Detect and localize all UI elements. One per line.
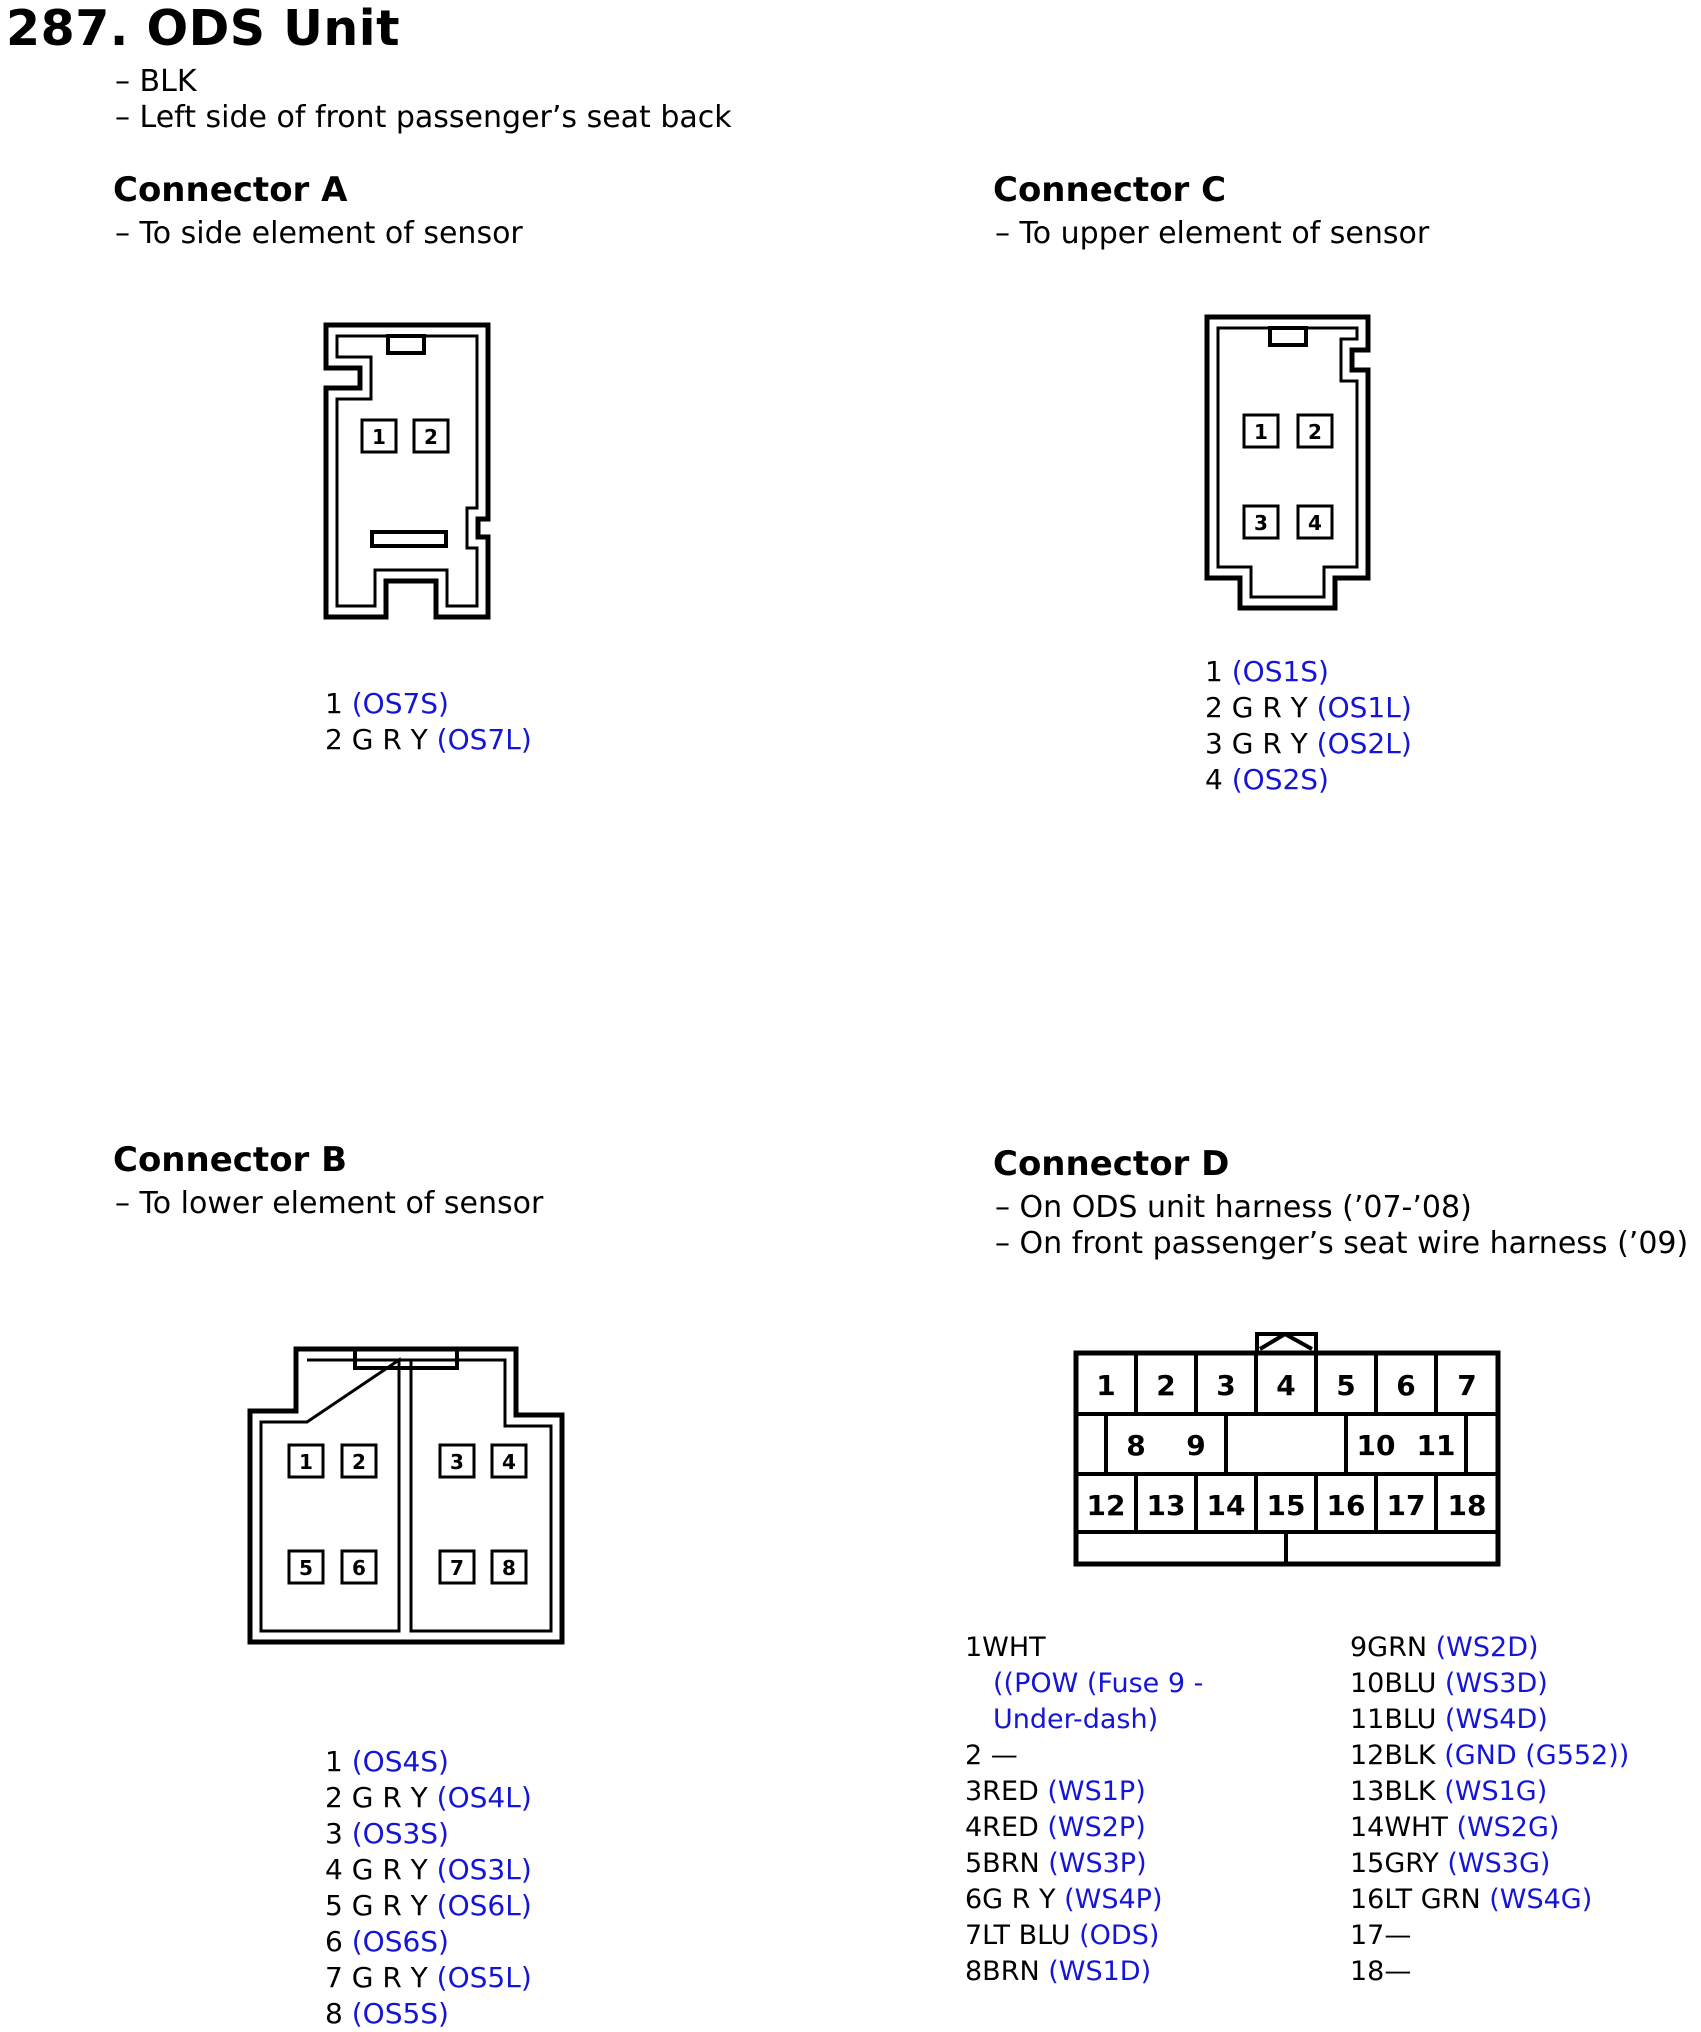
connector-b-pin-row [325, 1816, 532, 1852]
connector-c-pin-3-label: 3 [1254, 511, 1268, 535]
connector-d-pin-row [1350, 1702, 1629, 1738]
connector-d-pin-row [1350, 1738, 1629, 1774]
connector-b-housing [250, 1349, 562, 1642]
pin-signal: (OS5L) [427, 1961, 532, 1994]
pin-wire: 18— [1350, 1956, 1412, 1987]
connector-d-pin-row [965, 1954, 1203, 1990]
pin-signal: (OS7L) [427, 723, 532, 756]
connector-d-pin-row [1350, 1846, 1629, 1882]
pin-wire: 10BLU [1350, 1668, 1437, 1699]
info-color: – BLK [115, 64, 197, 99]
connector-d-pin-row [1350, 1882, 1629, 1918]
connector-c-pin-list [1205, 654, 1412, 798]
connector-d-pin-6-label: 6 [1396, 1369, 1416, 1402]
connector-b-pin-row [325, 1960, 532, 1996]
connector-d-pin-15-label: 15 [1266, 1489, 1306, 1522]
connector-d-pin-13-label: 13 [1146, 1489, 1186, 1522]
pin-wire: 3RED [965, 1776, 1039, 1807]
connector-d-pin-row [965, 1630, 1203, 1666]
connector-b-pin-row [325, 1852, 532, 1888]
connector-d-pin-14-label: 14 [1206, 1489, 1246, 1522]
connector-a-pin-list [325, 686, 532, 758]
pin-wire: 17— [1350, 1920, 1412, 1951]
connector-d-pin-7-label: 7 [1457, 1369, 1477, 1402]
connector-b-pin-row [325, 1780, 532, 1816]
pin-signal: (WS1P) [1038, 1776, 1146, 1807]
connector-d-pin-18-label: 18 [1447, 1489, 1487, 1522]
connector-d-pin-row [965, 1774, 1203, 1810]
connector-c-housing [1207, 317, 1368, 608]
pin-wire: 15GRY [1350, 1848, 1439, 1879]
connector-d-pin-row [1350, 1666, 1629, 1702]
connector-d-pin-row [965, 1810, 1203, 1846]
pin-wire: 2 G R Y [1205, 691, 1308, 724]
pin-wire: 14WHT [1350, 1812, 1448, 1843]
pin-wire: 1 [325, 687, 343, 720]
pin-wire: 6G R Y [965, 1884, 1056, 1915]
pin-signal: (OS2S) [1222, 763, 1329, 796]
connector-a-pin-1-label: 1 [372, 425, 386, 449]
pin-signal: (OS2L) [1307, 727, 1412, 760]
connector-d-pin-10-label: 10 [1356, 1429, 1396, 1462]
connector-b-pin-row [325, 1744, 532, 1780]
pin-signal: (WS1G) [1435, 1776, 1548, 1807]
connector-b-pin-row [325, 1888, 532, 1924]
connector-b-pin-row [325, 1924, 532, 1960]
pin-signal: (WS1D) [1039, 1956, 1152, 1987]
pin-wire: 7 G R Y [325, 1961, 428, 1994]
connector-c-pin-row [1205, 654, 1412, 690]
connector-c-pin-1-label: 1 [1254, 420, 1268, 444]
connector-b-title: Connector B [113, 1140, 348, 1180]
connector-b-pin-4-label: 4 [502, 1450, 516, 1474]
connector-d-pin-row [965, 1666, 1203, 1702]
connector-d-pin-row [965, 1918, 1203, 1954]
pin-signal: (OS6L) [427, 1889, 532, 1922]
pin-signal: (WS4G) [1480, 1884, 1593, 1915]
pin-wire: 13BLK [1350, 1776, 1436, 1807]
connector-c-key [1270, 328, 1306, 345]
pin-signal: (WS2P) [1038, 1812, 1146, 1843]
pin-signal: (OS3L) [427, 1853, 532, 1886]
connector-a-housing [326, 325, 488, 617]
connector-d-pin-row [965, 1702, 1203, 1738]
pin-wire: 7LT BLU [965, 1920, 1071, 1951]
connector-d-pin-1-label: 1 [1096, 1369, 1116, 1402]
connector-d-pin-list-right [1350, 1630, 1629, 1990]
connector-b-pin-6-label: 6 [352, 1556, 366, 1580]
pin-wire: 5 G R Y [325, 1889, 428, 1922]
pin-signal: (ODS) [1070, 1920, 1160, 1951]
connector-b-desc: – To lower element of sensor [115, 1186, 544, 1221]
pin-wire: 5BRN [965, 1848, 1040, 1879]
pin-wire: 2 G R Y [325, 1781, 428, 1814]
connector-b-housing-inner [261, 1360, 551, 1631]
connector-d-pin-9-label: 9 [1186, 1429, 1206, 1462]
pin-signal: (WS4P) [1055, 1884, 1163, 1915]
connector-b-pin-5-label: 5 [299, 1556, 313, 1580]
pin-signal: (WS4D) [1436, 1704, 1548, 1735]
connector-d-key [1257, 1334, 1316, 1353]
pin-wire: 4RED [965, 1812, 1039, 1843]
connector-a-desc: – To side element of sensor [115, 216, 523, 251]
pin-wire: 8BRN [965, 1956, 1040, 1987]
connector-d-pin-row [1350, 1774, 1629, 1810]
connector-c-pin-row [1205, 690, 1412, 726]
pin-signal: (GND (G552)) [1435, 1740, 1630, 1771]
pin-signal: ((POW (Fuse 9 - [993, 1668, 1204, 1699]
pin-wire: 11BLU [1350, 1704, 1437, 1735]
pin-signal: (WS2D) [1427, 1632, 1539, 1663]
pin-signal: (OS1L) [1307, 691, 1412, 724]
connector-d-pin-5-label: 5 [1336, 1369, 1356, 1402]
pin-signal: (WS3P) [1039, 1848, 1147, 1879]
connector-a-title: Connector A [113, 170, 348, 210]
connector-c-title: Connector C [993, 170, 1227, 210]
pin-wire: 16LT GRN [1350, 1884, 1481, 1915]
pin-signal: (OS1S) [1222, 655, 1329, 688]
pin-signal: (WS2G) [1447, 1812, 1560, 1843]
pin-wire: 4 [1205, 763, 1223, 796]
info-location: – Left side of front passenger’s seat back [115, 100, 732, 135]
page-title: 287. ODS Unit [6, 0, 401, 57]
connector-d-pin-row [1350, 1630, 1629, 1666]
pin-wire: 2 G R Y [325, 723, 428, 756]
pin-wire: 6 [325, 1925, 343, 1958]
connector-c-desc: – To upper element of sensor [995, 216, 1430, 251]
connector-b-pin-3-label: 3 [450, 1450, 464, 1474]
pin-wire: 1 [325, 1745, 343, 1778]
connector-a-pin-row [325, 686, 532, 722]
connector-d-pin-list-left [965, 1630, 1203, 1990]
pin-signal: (OS3S) [342, 1817, 449, 1850]
connector-d-pin-3-label: 3 [1216, 1369, 1236, 1402]
connector-d-pin-16-label: 16 [1326, 1489, 1366, 1522]
connector-b-pin-7-label: 7 [450, 1556, 464, 1580]
pin-signal: (OS6S) [342, 1925, 449, 1958]
pin-signal: (WS3D) [1436, 1668, 1548, 1699]
connector-d-pin-row [965, 1846, 1203, 1882]
connector-d-title: Connector D [993, 1144, 1230, 1184]
connector-d-pin-17-label: 17 [1386, 1489, 1426, 1522]
pin-signal: (OS4L) [427, 1781, 532, 1814]
pin-wire: 3 [325, 1817, 343, 1850]
connector-d-desc-1: – On ODS unit harness (’07-’08) [995, 1190, 1472, 1225]
connector-d-pin-row [965, 1882, 1203, 1918]
pin-signal: Under-dash) [993, 1704, 1159, 1735]
pin-wire: 2 — [965, 1740, 1018, 1771]
connector-a-pin-row [325, 722, 532, 758]
connector-a-key [388, 336, 424, 353]
connector-c-pin-row [1205, 726, 1412, 762]
connector-d-pin-row [965, 1738, 1203, 1774]
connector-d-desc-2: – On front passenger’s seat wire harness (’09) [995, 1226, 1689, 1261]
connector-a-latch [372, 532, 446, 546]
connector-d-pin-row [1350, 1810, 1629, 1846]
pin-signal: (OS5S) [342, 1997, 449, 2030]
connector-c-pin-4-label: 4 [1308, 511, 1322, 535]
connector-c-pin-row [1205, 762, 1412, 798]
pin-signal: (OS7S) [342, 687, 449, 720]
connector-b-pin-2-label: 2 [352, 1450, 366, 1474]
connector-d-pin-row [1350, 1954, 1629, 1990]
pin-wire: 9GRN [1350, 1632, 1428, 1663]
pin-wire: 1WHT [965, 1632, 1046, 1663]
connector-d-pin-4-label: 4 [1276, 1369, 1296, 1402]
pin-wire: 1 [1205, 655, 1223, 688]
connector-d-pin-12-label: 12 [1086, 1489, 1126, 1522]
connector-d-pin-row [1350, 1918, 1629, 1954]
connector-b-pin-1-label: 1 [299, 1450, 313, 1474]
connector-b-pin-8-label: 8 [502, 1556, 516, 1580]
connector-d-pin-2-label: 2 [1156, 1369, 1176, 1402]
pin-signal: (OS4S) [342, 1745, 449, 1778]
pin-signal: (WS3G) [1438, 1848, 1551, 1879]
pin-wire: 12BLK [1350, 1740, 1436, 1771]
pin-wire: 8 [325, 1997, 343, 2030]
pin-wire: 4 G R Y [325, 1853, 428, 1886]
connector-b-pin-row [325, 1996, 532, 2032]
connector-d-pin-11-label: 11 [1416, 1429, 1456, 1462]
connector-c-pin-2-label: 2 [1308, 420, 1322, 444]
connector-a-pin-2-label: 2 [424, 425, 438, 449]
connector-d-pin-8-label: 8 [1126, 1429, 1146, 1462]
connector-b-pin-list [325, 1744, 532, 2032]
pin-wire: 3 G R Y [1205, 727, 1308, 760]
connector-c-housing-inner [1218, 328, 1357, 597]
